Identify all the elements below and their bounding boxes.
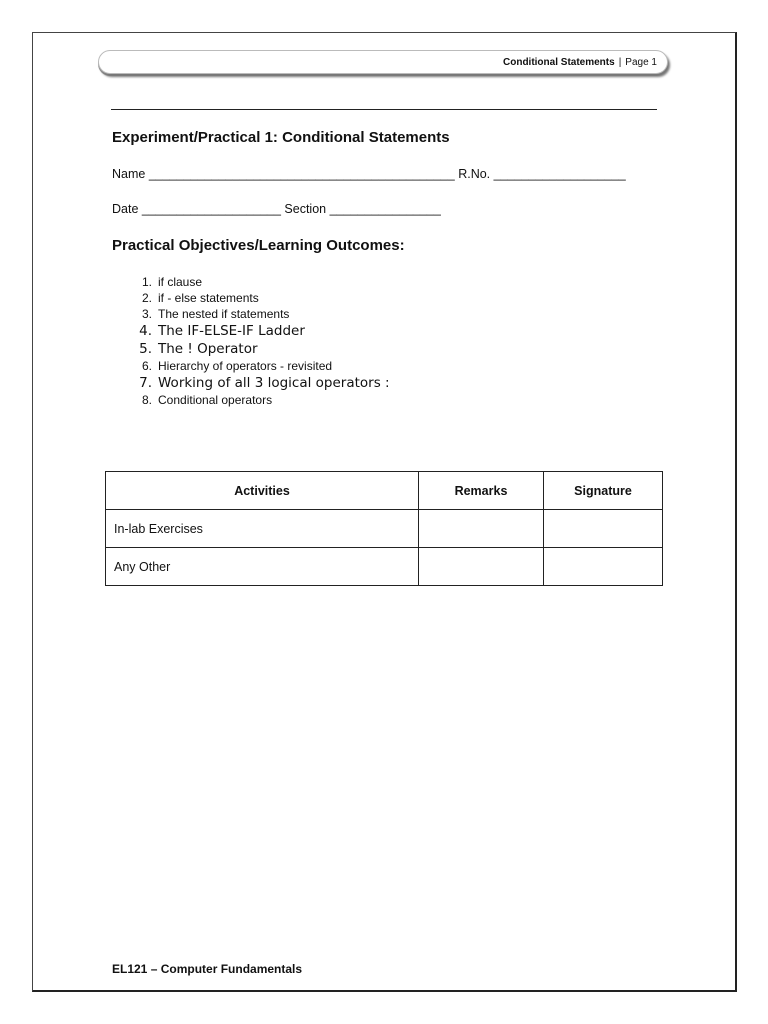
table-row <box>106 548 663 586</box>
name-rno-row <box>112 167 626 181</box>
activities-table <box>105 471 663 586</box>
remarks-cell <box>419 510 544 548</box>
header-separator: | <box>618 56 622 68</box>
activities-header: Activities <box>106 472 419 510</box>
header-page-number: Page 1 <box>625 56 657 68</box>
list-item: 4. The IF-ELSE-IF Ladder <box>139 323 305 339</box>
list-item: 8. Conditional operators <box>141 393 273 407</box>
table-row <box>106 510 663 548</box>
experiment-title: Experiment/Practical 1: Conditional Statements <box>112 129 450 146</box>
date-blank: ____________________ <box>141 202 281 216</box>
list-item: 6. Hierarchy of operators - revisited <box>141 359 333 373</box>
activity-cell: In-lab Exercises <box>106 510 419 548</box>
activity-cell: Any Other <box>106 548 419 586</box>
remarks-cell <box>419 548 544 586</box>
rno-label: R.No. <box>458 167 491 181</box>
remarks-header: Remarks <box>419 472 544 510</box>
page-footer: EL121 – Computer Fundamentals <box>112 962 303 976</box>
list-item: 3. The nested if statements <box>141 307 290 321</box>
section-blank: ________________ <box>329 202 441 216</box>
list-item: 5. The ! Operator <box>139 341 258 357</box>
objectives-list <box>130 274 390 408</box>
section-label: Section <box>284 202 327 216</box>
date-section-row <box>112 202 441 216</box>
list-item: 7. Working of all 3 logical operators : <box>139 375 390 391</box>
list-item: 1. if clause <box>141 275 203 289</box>
header-title: Conditional Statements <box>503 56 615 68</box>
horizontal-rule <box>111 109 657 110</box>
table-header-row <box>106 472 663 510</box>
rno-blank: ___________________ <box>493 167 626 181</box>
page-header <box>98 50 668 74</box>
name-label: Name <box>112 167 146 181</box>
objectives-heading: Practical Objectives/Learning Outcomes: <box>112 237 405 254</box>
signature-cell <box>544 510 663 548</box>
name-blank: ____________________________________________ <box>148 167 455 181</box>
signature-cell <box>544 548 663 586</box>
date-label: Date <box>112 202 139 216</box>
signature-header: Signature <box>544 472 663 510</box>
list-item: 2. if - else statements <box>141 291 259 305</box>
